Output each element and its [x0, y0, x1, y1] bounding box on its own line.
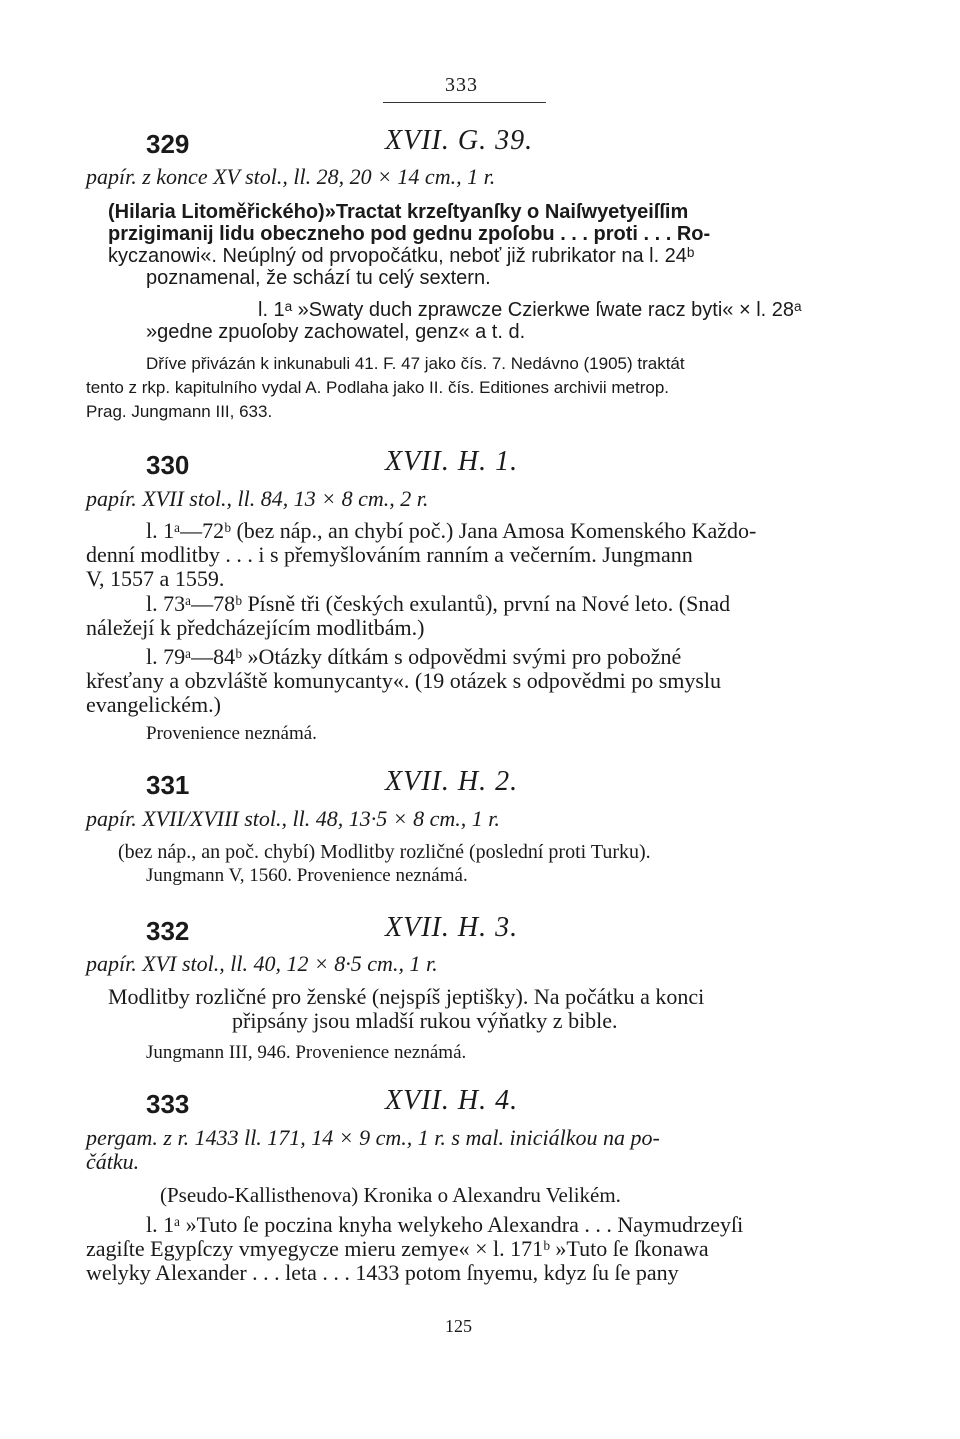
entry-signature: XVII. H. 2.	[385, 766, 519, 797]
entry-material-continued: čátku.	[86, 1149, 140, 1174]
entry-note-line: Jungmann V, 1560. Provenience neznámá.	[146, 865, 468, 886]
entry-332-header	[0, 912, 960, 952]
entry-329-header	[0, 125, 960, 165]
entry-note-line: Dříve přivázán k inkunabuli 41. F. 47 jako čís. 7. Nedávno (1905) traktát	[146, 354, 685, 373]
entry-text-line: evangelickém.)	[86, 692, 221, 717]
entry-number: 330	[146, 450, 190, 480]
entry-text-line: připsány jsou mladší rukou výňatky z bible.	[232, 1008, 618, 1033]
entry-text-line: (bez náp., an poč. chybí) Modlitby rozličné (poslední proti Turku).	[118, 841, 651, 863]
entry-number: 331	[146, 770, 190, 800]
entry-material: papír. XVI stol., ll. 40, 12 × 8·5 cm., 1 r.	[86, 951, 438, 976]
entry-text-line: l. 1ᵃ »Swaty duch zprawcze Czierkwe ſwate racz byti« × l. 28ᵃ	[258, 299, 802, 321]
footer-number: 125	[445, 1316, 472, 1336]
entry-material: papír. z konce XV stol., ll. 28, 20 × 14 cm., 1 r.	[86, 164, 496, 189]
entry-text-line: poznamenal, že schází tu celý sextern.	[146, 267, 491, 289]
entry-signature: XVII. H. 4.	[385, 1085, 519, 1116]
entry-text-line: kyczanowi«. Neúplný od prvopočátku, neboť již rubrikator na l. 24ᵇ	[108, 245, 695, 267]
entry-text-line: (Pseudo-Kallisthenova) Kronika o Alexandru Velikém.	[160, 1183, 621, 1207]
entry-material: papír. XVII/XVIII stol., ll. 48, 13·5 × 8 cm., 1 r.	[86, 806, 500, 831]
entry-material: papír. XVII stol., ll. 84, 13 × 8 cm., 2 r.	[86, 486, 429, 511]
entry-material: pergam. z r. 1433 ll. 171, 14 × 9 cm., 1 r. s mal. iniciálkou na po-	[86, 1125, 660, 1150]
entry-number: 329	[146, 129, 190, 159]
entry-note-line: tento z rkp. kapitulního vydal A. Podlaha jako II. čís. Editiones archivii metrop.	[86, 378, 670, 397]
entry-note-line: Prag. Jungmann III, 633.	[86, 402, 273, 421]
page-number-rule	[383, 102, 546, 103]
entry-text-line: zagiſte Egypſczy vmyegycze mieru zemye« × l. 171ᵇ »Tuto ſe ſkonawa	[86, 1236, 709, 1261]
entry-number: 333	[146, 1089, 190, 1119]
entry-note-line: Jungmann III, 946. Provenience neznámá.	[146, 1042, 467, 1063]
entry-text-line: l. 1ᵃ »Tuto ſe poczina knyha welykeho Alexandra . . . Naymudrzeyſi	[146, 1212, 744, 1237]
entry-text-line: náležejí k předcházejícím modlitbám.)	[86, 615, 425, 640]
entry-text-line: denní modlitby . . . i s přemyšlováním ranním a večerním. Jungmann	[86, 542, 693, 567]
entry-text-line: welyky Alexander . . . leta . . . 1433 potom ſnyemu, kdyz ſu ſe pany	[86, 1260, 679, 1285]
entry-number: 332	[146, 916, 190, 946]
entry-text-line: l. 1ᵃ—72ᵇ (bez náp., an chybí poč.) Jana Amosa Komenského Každo-	[146, 518, 757, 543]
entry-signature: XVII. H. 1.	[385, 446, 519, 477]
page-number: 333	[445, 74, 478, 96]
entry-text-line: křesťany a obzvláště komunycanty«. (19 otázek s odpovědmi po smyslu	[86, 668, 722, 693]
entry-text-line: przigimanij lidu obeczneho pod gednu zpoſobu . . . proti . . . Ro-	[108, 223, 711, 245]
entry-333-header	[0, 1085, 960, 1125]
entry-text-line: l. 79ᵃ—84ᵇ »Otázky dítkám s odpovědmi svými pro pobožné	[146, 644, 682, 669]
entry-text-line: l. 73ᵃ—78ᵇ Písně tři (českých exulantů), první na Nové leto. (Snad	[146, 591, 731, 616]
entry-signature: XVII. H. 3.	[385, 912, 519, 943]
entry-text-line: »gedne zpuoſoby zachowatel, genz« a t. d.	[146, 321, 526, 343]
entry-note-line: Provenience neznámá.	[146, 723, 317, 744]
entry-331-header	[0, 766, 960, 806]
entry-text-line: Modlitby rozličné pro ženské (nejspíš jeptišky). Na počátku a konci	[108, 984, 705, 1009]
entry-text-line: (Hilaria Litoměřického)»Tractat krzeſtyanſky o Naiſwyetyeiſſim	[108, 201, 689, 223]
entry-text-line: V, 1557 a 1559.	[86, 566, 225, 591]
entry-signature: XVII. G. 39.	[385, 125, 534, 156]
entry-330-header	[0, 446, 960, 486]
